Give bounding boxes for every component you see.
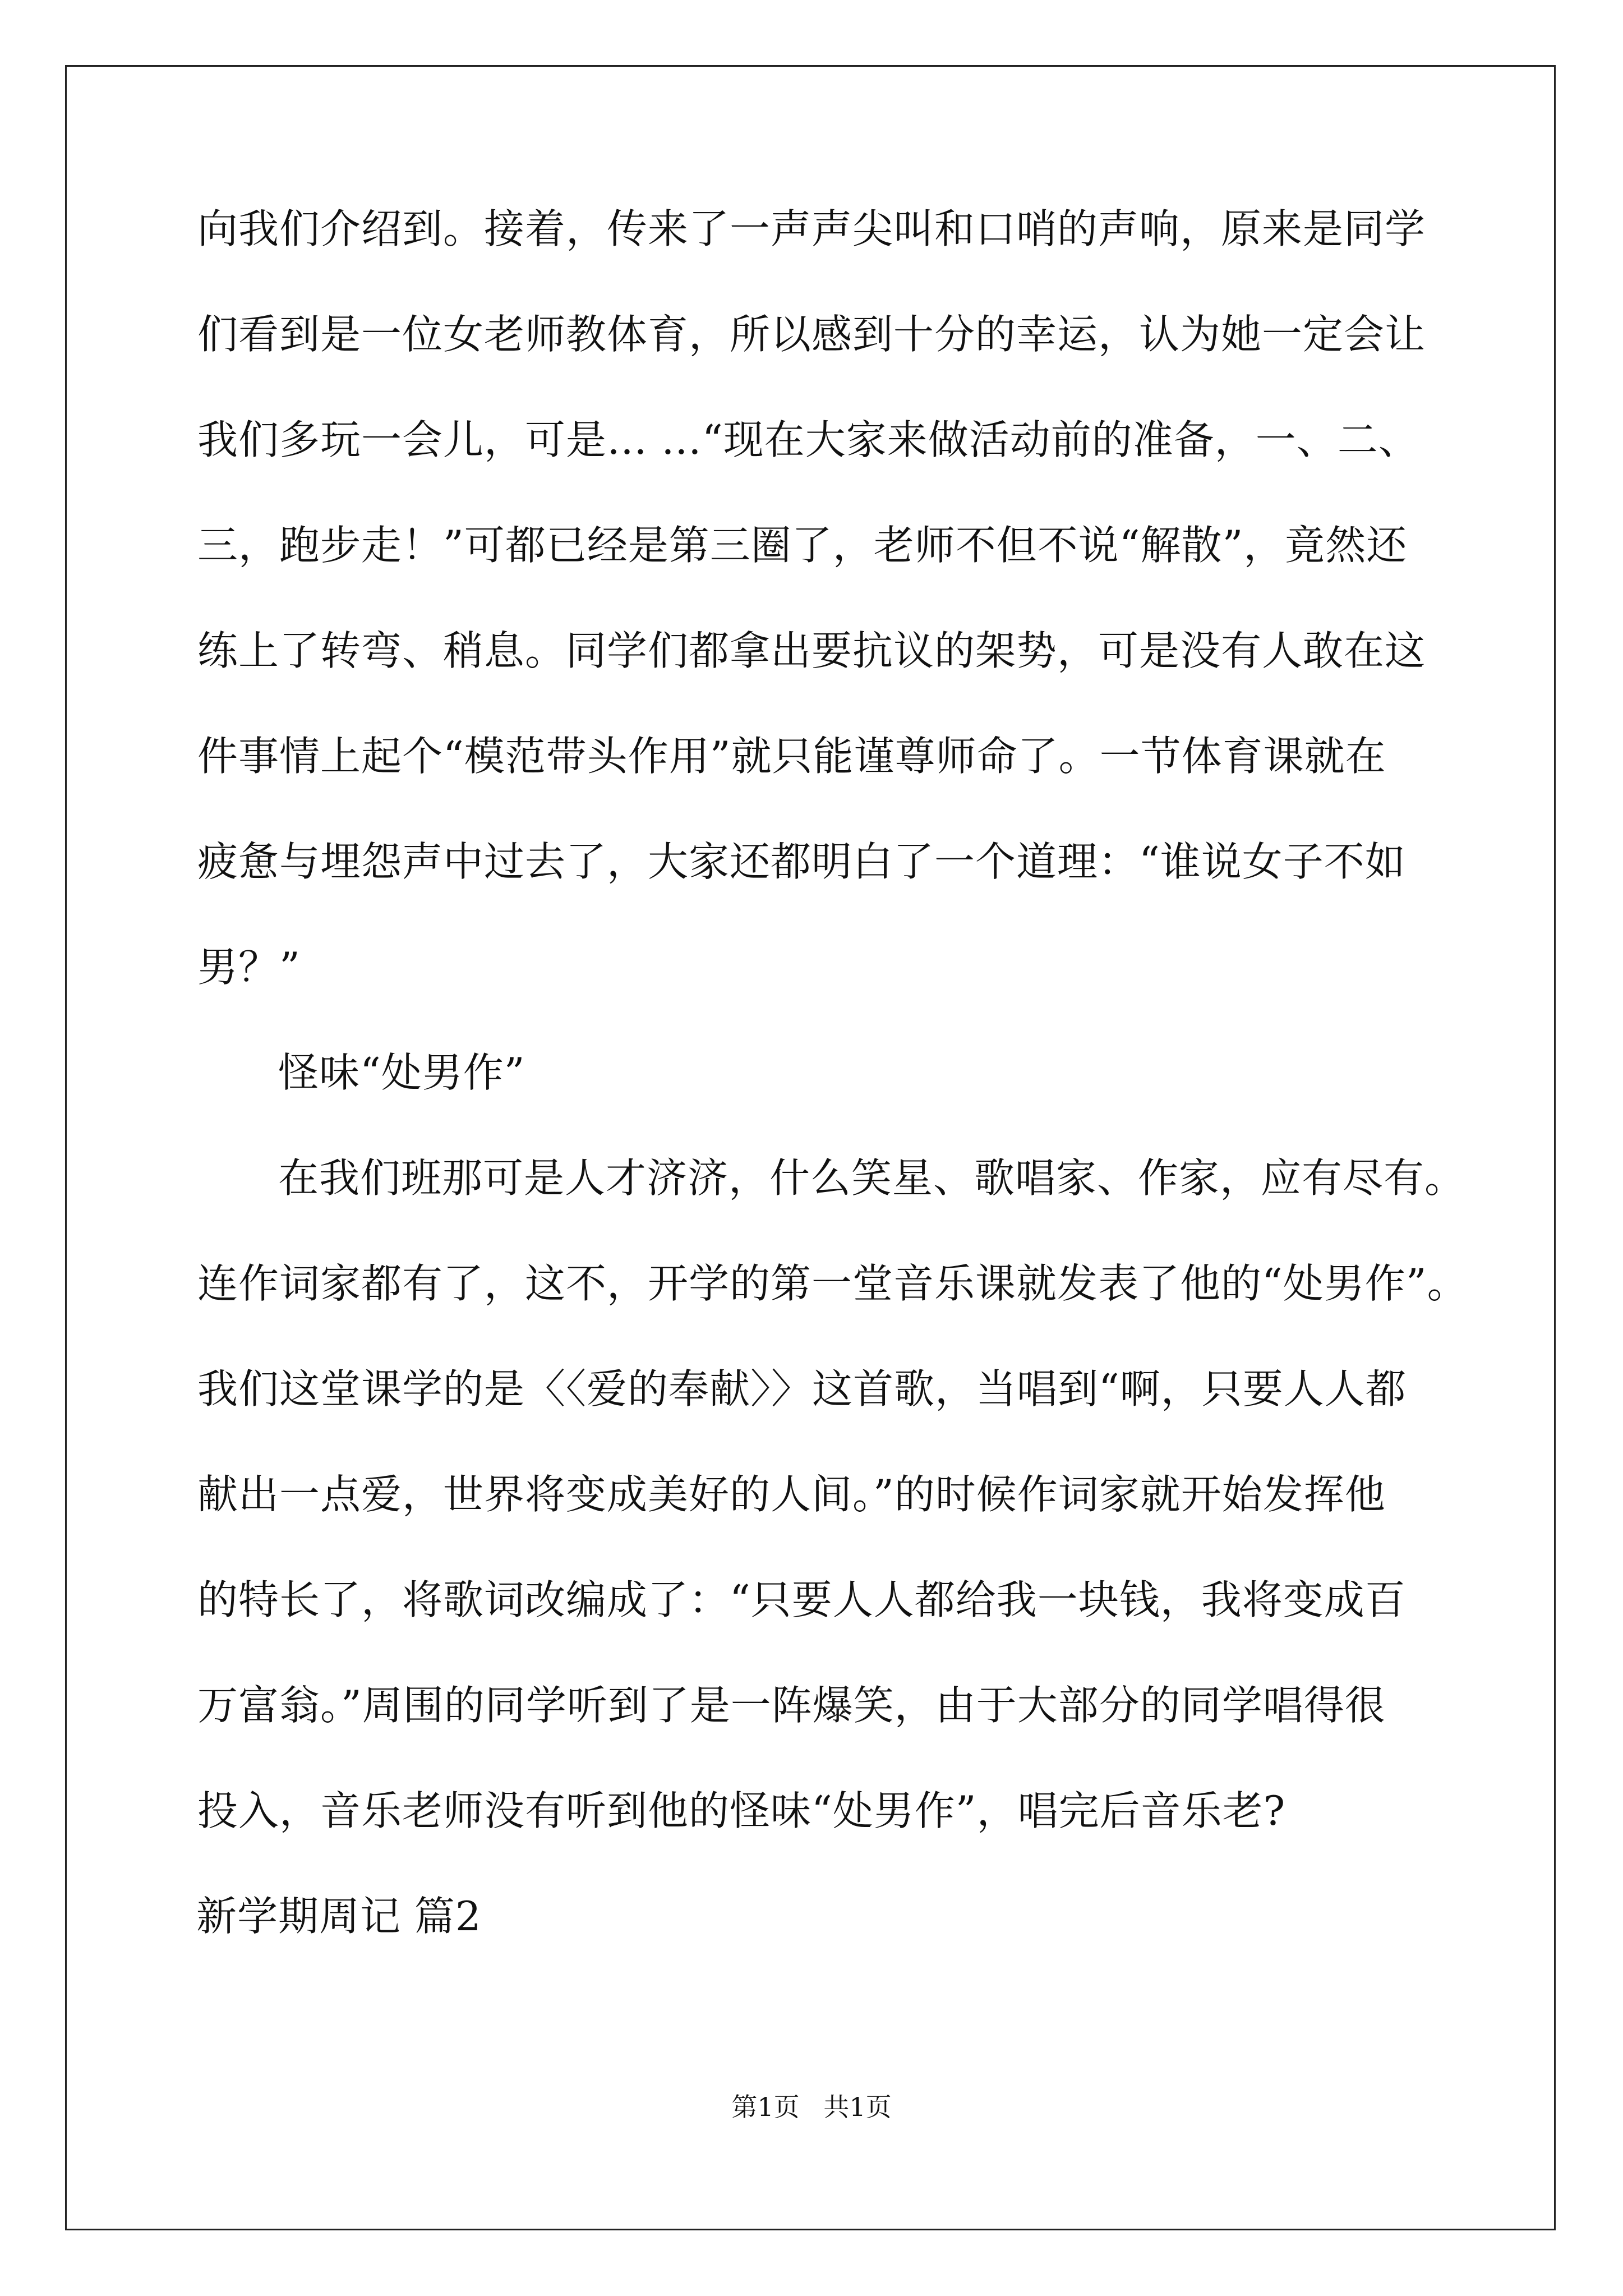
paragraph-line: 我们多玩一会儿，可是… …“现在大家来做活动前的准备，一、二、 bbox=[197, 416, 1419, 463]
paragraph-line: 投入，音乐老师没有听到他的怪味“处男作”，唱完后音乐老? bbox=[197, 1787, 1286, 1834]
paragraph-line: 件事情上起个“模范带头作用”就只能谨尊师命了。一节体育课就在 bbox=[197, 733, 1386, 780]
paragraph-line: 们看到是一位女老师教体育，所以感到十分的幸运，认为她一定会让 bbox=[197, 311, 1426, 358]
paragraph-line: 献出一点爱，世界将变成美好的人间。”的时候作词家就开始发挥他 bbox=[197, 1471, 1386, 1518]
section-heading: 新学期周记 篇2 bbox=[196, 1893, 482, 1940]
paragraph-line: 向我们介绍到。接着，传来了一声声尖叫和口哨的声响，原来是同学 bbox=[197, 205, 1426, 252]
paragraph-line: 男？” bbox=[197, 944, 301, 991]
page-footer bbox=[0, 2087, 1623, 2124]
section-subtitle: 怪味“处男作” bbox=[278, 1049, 525, 1096]
page-number: 第1页 bbox=[731, 2092, 800, 2122]
paragraph-line: 万富翁。”周围的同学听到了是一阵爆笑，由于大部分的同学唱得很 bbox=[197, 1682, 1386, 1729]
paragraph-line: 连作词家都有了，这不，开学的第一堂音乐课就发表了他的“处男作”。 bbox=[197, 1260, 1468, 1307]
paragraph-line: 疲惫与埋怨声中过去了，大家还都明白了一个道理：“谁说女子不如 bbox=[197, 838, 1406, 885]
page-count: 共1页 bbox=[823, 2092, 892, 2122]
paragraph-line: 的特长了，将歌词改编成了：“只要人人都给我一块钱，我将变成百 bbox=[197, 1576, 1406, 1623]
paragraph-line: 我们这堂课学的是〈〈爱的奉献〉〉这首歌，当唱到“啊，只要人人都 bbox=[197, 1365, 1407, 1412]
paragraph-line: 在我们班那可是人才济济，什么笑星、歌唱家、作家，应有尽有。 bbox=[278, 1154, 1466, 1202]
paragraph-line: 练上了转弯、稍息。同学们都拿出要抗议的架势，可是没有人敢在这 bbox=[197, 627, 1426, 674]
paragraph-line: 三，跑步走！”可都已经是第三圈了，老师不但不说“解散”，竟然还 bbox=[197, 522, 1408, 569]
